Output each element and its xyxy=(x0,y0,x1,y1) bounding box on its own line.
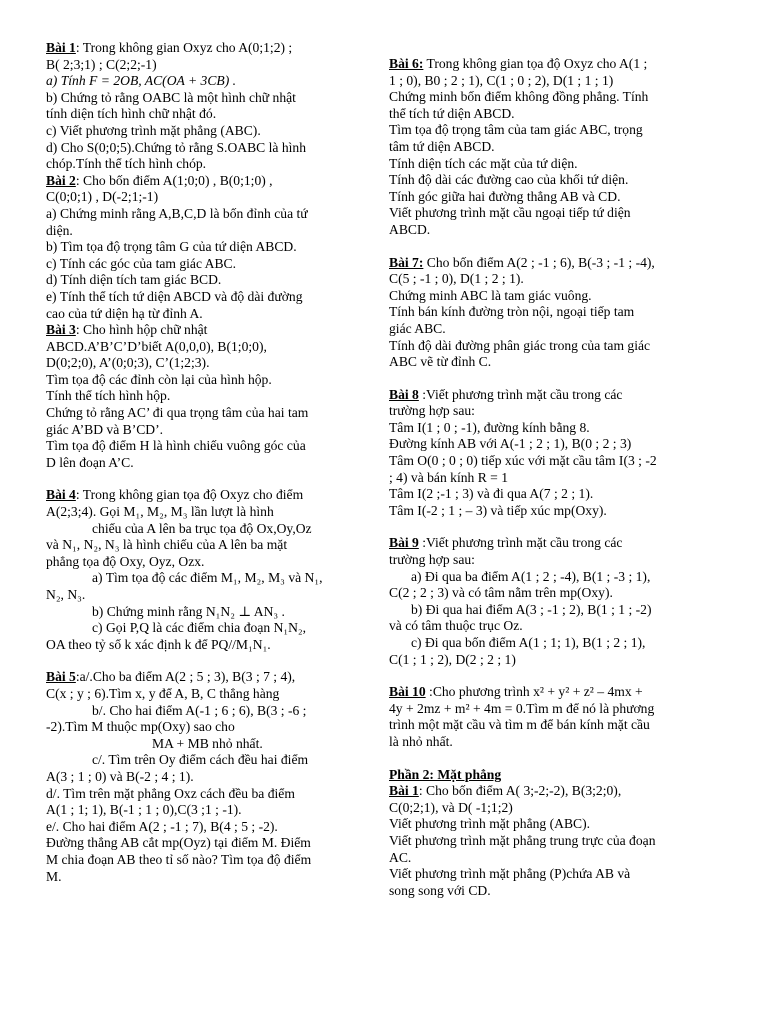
line-text: N₂, N₃. xyxy=(46,587,86,602)
text-line xyxy=(389,56,727,73)
text-line xyxy=(46,73,372,90)
line-text: Tâm I(2 ;-1 ; 3) và đi qua A(7 ; 2 ; 1). xyxy=(389,486,594,502)
text-line xyxy=(389,338,727,355)
line-text: chóp.Tính thể tích hình chóp. xyxy=(46,156,207,172)
line-text: Tâm I(1 ; 0 ; -1), đường kính bằng 8. xyxy=(389,419,590,435)
text-line xyxy=(389,684,727,701)
line-text: Viết phương trình mặt phẳng (P)chứa AB và xyxy=(389,866,631,882)
line-text: trình một mặt cầu và tìm m để bán kính mặt cầu xyxy=(389,717,650,733)
text-line xyxy=(389,635,727,652)
text-line xyxy=(389,701,727,718)
text-line xyxy=(389,585,727,602)
exercise-heading: Bài 7: xyxy=(389,254,424,270)
text-line xyxy=(46,620,372,637)
line-text: b) Chứng minh rằng N₁N₂ ⊥ AN₃ . xyxy=(92,603,285,619)
exercise-heading: Bài 4 xyxy=(46,487,76,503)
text-line xyxy=(389,156,727,173)
line-text: ABCD. xyxy=(389,221,431,237)
line-text: Chứng minh ABC là tam giác vuông. xyxy=(389,287,592,303)
text-line xyxy=(46,173,372,190)
line-text: A(1 ; 1; 1), B(-1 ; 1 ; 0),C(3 ;1 ; -1). xyxy=(46,802,242,818)
line-text: 1 ; 0), B0 ; 2 ; 1), C(1 ; 0 ; 2), D(1 ; 1 ; 1) xyxy=(389,72,614,88)
text-line xyxy=(46,703,372,720)
line-text: 4y + 2mz + m² + 4m = 0.Tìm m để nó là phương xyxy=(389,700,655,716)
line-text: Viết phương trình mặt cầu ngoại tiếp tứ diện xyxy=(389,205,631,221)
line-text: giác A’BD và B’CD’. xyxy=(46,421,164,437)
line-text: :Viết phương trình mặt cầu trong các xyxy=(418,535,623,551)
line-text: c/. Tìm trên Oy điểm cách đều hai điểm xyxy=(92,752,309,768)
exercise-heading: Bài 10 xyxy=(389,684,426,700)
text-line xyxy=(389,470,727,487)
text-line xyxy=(46,587,372,604)
line-text: Tính độ dài các đường cao của khối tứ diện. xyxy=(389,172,629,188)
line-text: Tâm O(0 ; 0 ; 0) tiếp xúc với mặt cầu tâm I(3 ; -2 xyxy=(389,453,657,469)
line-text: : Trong không gian tọa độ Oxyz cho điểm xyxy=(75,487,304,503)
text-line xyxy=(389,816,727,833)
line-text: c) Viết phương trình mặt phẳng (ABC). xyxy=(46,122,261,138)
exercise-heading: Phần 2: Mặt phẳng xyxy=(389,766,502,782)
line-text: Trong không gian tọa độ Oxyz cho A(1 ; xyxy=(423,56,648,71)
line-text: a) Tìm tọa độ các điểm M₁, M₂, M₃ và N₁, xyxy=(92,570,323,586)
right-column xyxy=(389,0,727,899)
paragraph-gap xyxy=(389,668,727,684)
line-text: giác ABC. xyxy=(389,320,446,336)
line-text: Viết phương trình mặt phẳng (ABC). xyxy=(389,816,591,832)
line-text: :a/.Cho ba điểm A(2 ; 5 ; 3), B(3 ; 7 ; 4), xyxy=(75,669,296,685)
line-text: -2).Tìm M thuộc mp(Oxy) sao cho xyxy=(46,719,235,735)
line-text: C(1 ; 1 ; 2), D(2 ; 2 ; 1) xyxy=(389,651,516,667)
line-text: và N₁, N₂, N₃ là hình chiếu của A lên ba mặt xyxy=(46,537,288,553)
text-line xyxy=(46,852,372,869)
paragraph-gap xyxy=(389,519,727,535)
text-line xyxy=(46,521,372,538)
line-text: ABC vẽ từ đỉnh C. xyxy=(389,354,492,370)
line-text: thể tích tứ diện ABCD. xyxy=(389,105,515,121)
text-line xyxy=(46,106,372,123)
line-text: cao của tứ diện hạ từ đỉnh A. xyxy=(46,305,203,321)
line-text: c) Tính các góc của tam giác ABC. xyxy=(46,255,236,271)
line-text: là nhỏ nhất. xyxy=(389,733,453,749)
exercise-heading: Bài 1 xyxy=(46,40,76,55)
text-line xyxy=(389,535,727,552)
line-text: C(x ; y ; 6).Tìm x, y để A, B, C thẳng hàng xyxy=(46,685,280,701)
paragraph-gap xyxy=(389,371,727,387)
line-text: tâm tứ diện ABCD. xyxy=(389,138,495,154)
line-text: Chứng minh bốn điểm không đồng phẳng. Tính xyxy=(389,89,649,105)
text-line xyxy=(389,850,727,867)
line-text: Tính diện tích các mặt của tứ diện. xyxy=(389,155,578,171)
text-line xyxy=(46,339,372,356)
text-line xyxy=(46,438,372,455)
line-text: C(0;0;1) , D(-2;1;-1) xyxy=(46,189,159,205)
text-line xyxy=(389,618,727,635)
formula-line: a) Tính F = 2OB, AC(OA + 3CB) . xyxy=(46,73,237,89)
line-text: :Viết phương trình mặt cầu trong các xyxy=(418,386,623,402)
text-line xyxy=(389,321,727,338)
text-line xyxy=(389,436,727,453)
line-text: ABCD.A’B’C’D’biết A(0,0,0), B(1;0;0), xyxy=(46,338,267,354)
line-text: AC. xyxy=(389,849,412,865)
text-line xyxy=(46,835,372,852)
text-line xyxy=(46,372,372,389)
line-text: Tính bán kính đường tròn nội, ngoại tiếp tam xyxy=(389,304,635,320)
text-line xyxy=(46,422,372,439)
line-text: Tính góc giữa hai đường thẳng AB và CD. xyxy=(389,188,621,204)
text-line xyxy=(46,40,372,57)
line-text: M. xyxy=(46,868,62,884)
line-text: tính diện tích hình chữ nhật đó. xyxy=(46,106,217,122)
text-line xyxy=(46,637,372,654)
text-line xyxy=(389,403,727,420)
text-line xyxy=(389,717,727,734)
text-line xyxy=(46,736,372,753)
text-line xyxy=(389,222,727,239)
text-line xyxy=(389,189,727,206)
exercise-heading: Bài 3 xyxy=(46,322,76,338)
line-text: M chia đoạn AB theo tỉ số nào? Tìm tọa độ điểm xyxy=(46,851,312,867)
text-line xyxy=(46,802,372,819)
line-text: a) Đi qua ba điểm A(1 ; 2 ; -4), B(1 ; -3 ; 1), xyxy=(411,568,651,584)
text-line xyxy=(46,752,372,769)
text-line xyxy=(46,289,372,306)
text-line xyxy=(46,140,372,157)
line-text: Tìm tọa độ trọng tâm của tam giác ABC, trọng xyxy=(389,122,643,138)
text-line xyxy=(46,388,372,405)
text-line xyxy=(46,786,372,803)
text-line xyxy=(389,106,727,123)
text-line xyxy=(389,139,727,156)
line-text: Tâm I(-2 ; 1 ; – 3) và tiếp xúc mp(Oxy). xyxy=(389,502,607,518)
line-text: song song với CD. xyxy=(389,882,491,898)
line-text: trường hợp sau: xyxy=(389,403,475,419)
line-text: D(0;2;0), A’(0;0;3), C’(1;2;3). xyxy=(46,355,210,371)
line-text: Tìm tọa độ các đỉnh còn lại của hình hộp. xyxy=(46,371,272,387)
text-line xyxy=(46,206,372,223)
text-line xyxy=(389,652,727,669)
line-text: : Cho bốn điểm A(1;0;0) , B(0;1;0) , xyxy=(75,172,273,188)
exercise-heading: Bài 1 xyxy=(389,783,419,799)
line-text: c) Đi qua bốn điểm A(1 ; 1; 1), B(1 ; 2 ; 1), xyxy=(411,635,646,650)
text-line xyxy=(46,57,372,74)
line-text: Tính thể tích hình hộp. xyxy=(46,388,171,404)
line-text: :Cho phương trình x² + y² + z² – 4mx + xyxy=(425,684,643,700)
text-line xyxy=(389,271,727,288)
line-text: ; 4) và bán kính R = 1 xyxy=(389,469,509,485)
text-line xyxy=(389,122,727,139)
line-text: d/. Tìm trên mặt phẳng Oxz cách đều ba điểm xyxy=(46,785,295,801)
text-line xyxy=(389,602,727,619)
text-line xyxy=(389,420,727,437)
text-line xyxy=(389,304,727,321)
line-text: e) Tính thể tích tứ diện ABCD và độ dài đường xyxy=(46,288,303,304)
line-text: d) Cho S(0;0;5).Chứng tỏ rằng S.OABC là hình xyxy=(46,139,306,155)
line-text: phẳng tọa độ Oxy, Oyz, Ozx. xyxy=(46,553,205,569)
text-line xyxy=(46,769,372,786)
text-line xyxy=(389,486,727,503)
text-line xyxy=(46,537,372,554)
line-text: B( 2;3;1) ; C(2;2;-1) xyxy=(46,56,157,72)
line-text: Cho bốn điểm A(2 ; -1 ; 6), B(-3 ; -1 ; -4), xyxy=(423,254,655,270)
text-line xyxy=(46,669,372,686)
line-text: diện. xyxy=(46,222,73,238)
line-text: Tìm tọa độ điểm H là hình chiếu vuông góc của xyxy=(46,438,306,454)
line-text: Tính độ dài đường phân giác trong của tam giác xyxy=(389,337,651,353)
exercise-heading: Bài 2 xyxy=(46,172,76,188)
text-line xyxy=(46,504,372,521)
text-line xyxy=(46,223,372,240)
text-line xyxy=(46,90,372,107)
text-line xyxy=(389,800,727,817)
line-text: và có tâm thuộc trục Oz. xyxy=(389,618,523,634)
text-line xyxy=(46,156,372,173)
line-text: : Cho hình hộp chữ nhật xyxy=(75,322,208,338)
text-line xyxy=(389,503,727,520)
line-text: trường hợp sau: xyxy=(389,552,475,568)
left-column xyxy=(46,0,372,885)
line-text: A(2;3;4). Gọi M₁, M₂, M₃ lần lượt là hình xyxy=(46,504,274,520)
paragraph-gap xyxy=(46,471,372,487)
line-text: C(0;2;1), và D( -1;1;2) xyxy=(389,799,513,815)
paragraph-gap xyxy=(46,653,372,669)
line-text: d) Tính diện tích tam giác BCD. xyxy=(46,272,222,288)
text-line xyxy=(46,819,372,836)
text-line xyxy=(46,604,372,621)
line-text: Đường kính AB với A(-1 ; 2 ; 1), B(0 ; 2 ; 3) xyxy=(389,436,632,452)
text-line xyxy=(389,833,727,850)
line-text: : Trong không gian Oxyz cho A(0;1;2) ; xyxy=(75,40,293,55)
text-line xyxy=(389,73,727,90)
line-text: c) Gọi P,Q là các điểm chia đoạn N₁N₂, xyxy=(92,620,307,636)
text-line xyxy=(389,767,727,784)
text-line xyxy=(46,355,372,372)
text-line xyxy=(389,172,727,189)
exercise-heading: Bài 6: xyxy=(389,56,424,71)
text-line xyxy=(389,883,727,900)
line-text: A(3 ; 1 ; 0) và B(-2 ; 4 ; 1). xyxy=(46,768,194,784)
paragraph-gap xyxy=(389,751,727,767)
line-text: a) Chứng minh rằng A,B,C,D là bốn đỉnh của tứ xyxy=(46,205,308,221)
exercise-heading: Bài 9 xyxy=(389,535,419,551)
line-text: OA theo tỷ số k xác định k để PQ//M₁N₁. xyxy=(46,636,271,652)
line-text: Viết phương trình mặt phẳng trung trực của đoạn xyxy=(389,832,656,848)
line-text: C(2 ; 2 ; 3) và có tâm nằm trên mp(Oxy). xyxy=(389,585,613,601)
line-text: Đường thẳng AB cắt mp(Oyz) tại điểm M. Điểm xyxy=(46,835,311,851)
text-line xyxy=(46,554,372,571)
line-text: b) Đi qua hai điểm A(3 ; -1 ; 2), B(1 ; 1 ; -2) xyxy=(411,601,652,617)
line-text: b) Tìm tọa độ trọng tâm G của tứ diện ABCD. xyxy=(46,239,297,255)
text-line xyxy=(389,569,727,586)
text-line xyxy=(46,306,372,323)
exercise-heading: Bài 8 xyxy=(389,386,419,402)
line-text: D lên đoạn A’C. xyxy=(46,454,134,470)
line-text: b) Chứng tỏ rằng OABC là một hình chữ nhật xyxy=(46,89,296,105)
text-line xyxy=(46,256,372,273)
text-line xyxy=(389,255,727,272)
text-line xyxy=(46,405,372,422)
text-line xyxy=(46,189,372,206)
text-line xyxy=(389,89,727,106)
text-line xyxy=(46,487,372,504)
text-line xyxy=(389,288,727,305)
text-line xyxy=(389,552,727,569)
line-text: C(5 ; -1 ; 0), D(1 ; 2 ; 1). xyxy=(389,271,524,287)
line-text: : Cho bốn điểm A( 3;-2;-2), B(3;2;0), xyxy=(418,783,622,799)
text-line xyxy=(46,455,372,472)
text-line xyxy=(46,123,372,140)
text-line xyxy=(46,239,372,256)
text-line xyxy=(389,354,727,371)
text-line xyxy=(389,453,727,470)
line-text: chiếu của A lên ba trục tọa độ Ox,Oy,Oz xyxy=(92,520,312,536)
text-line xyxy=(46,686,372,703)
line-text: b/. Cho hai điểm A(-1 ; 6 ; 6), B(3 ; -6 ; xyxy=(92,702,307,718)
text-line xyxy=(46,272,372,289)
line-text: Chứng tỏ rằng AC’ đi qua trọng tâm của hai tam xyxy=(46,405,309,421)
text-line xyxy=(389,783,727,800)
text-line xyxy=(389,205,727,222)
line-text: e/. Cho hai điểm A(2 ; -1 ; 7), B(4 ; 5 ; -2). xyxy=(46,818,278,834)
text-line xyxy=(389,734,727,751)
text-line xyxy=(46,570,372,587)
exercise-heading: Bài 5 xyxy=(46,669,76,685)
text-line xyxy=(46,869,372,886)
line-text: MA + MB nhỏ nhất. xyxy=(152,735,263,751)
text-line xyxy=(46,322,372,339)
text-line xyxy=(389,866,727,883)
text-line xyxy=(389,387,727,404)
text-line xyxy=(46,719,372,736)
paragraph-gap xyxy=(389,239,727,255)
